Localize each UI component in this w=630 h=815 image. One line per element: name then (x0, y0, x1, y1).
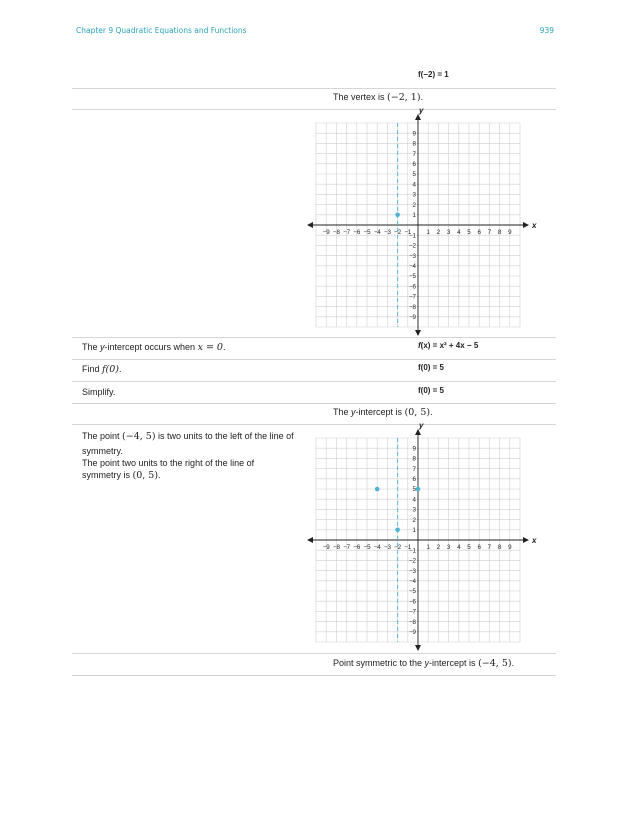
y-tick-label: −3 (408, 567, 416, 575)
period: . (158, 470, 161, 480)
y-tick-label: 9 (412, 130, 416, 138)
find-expression: f(0) (102, 364, 119, 375)
y-tick-label: −2 (408, 557, 416, 565)
x-tick-label: 3 (446, 229, 451, 236)
yint-occurs-statement (82, 341, 225, 354)
x-equals-zero: x = 0 (197, 342, 223, 353)
x-tick-label: −7 (343, 229, 351, 236)
y-tick-label: −5 (408, 273, 416, 281)
vertex-prefix: The vertex is (333, 92, 388, 102)
chapter-title: Chapter 9 Quadratic Equations and Functions (76, 26, 247, 35)
y-tick-label: −7 (408, 608, 416, 616)
x-tick-label: −2 (394, 229, 402, 236)
graph-symmetric-point (322, 421, 552, 644)
x-tick-label: −5 (363, 229, 371, 236)
x-tick-label: −3 (383, 544, 391, 551)
text: symmetry is (82, 470, 133, 480)
text: y (351, 407, 356, 417)
x-tick-label: 5 (467, 544, 471, 551)
y-tick-label: 8 (412, 455, 416, 463)
explanation-line: The point two units to the right of the line of (82, 458, 255, 468)
y-tick-label: 2 (412, 201, 416, 209)
y-tick-label: 3 (412, 506, 416, 514)
coordinate-plane (322, 106, 552, 329)
x-tick-label: −4 (373, 544, 381, 551)
vertex-statement (333, 91, 423, 104)
x-tick-label: 4 (457, 544, 461, 551)
x-tick-label: −7 (343, 544, 351, 551)
y-tick-label: −9 (408, 629, 416, 636)
row-divider (72, 337, 556, 338)
x-axis-arrow (307, 222, 313, 228)
x-tick-label: −9 (322, 229, 330, 236)
row-divider (72, 381, 556, 382)
y-tick-label: −1 (408, 547, 416, 555)
y-tick-label: −6 (408, 283, 416, 291)
x-tick-label: 1 (426, 544, 430, 551)
y-tick-label: −4 (408, 263, 416, 270)
x-tick-label: 5 (467, 229, 471, 236)
x-tick-label: 8 (497, 229, 502, 236)
text: -intercept occurs when (104, 342, 198, 352)
x-tick-label: 8 (497, 544, 502, 551)
x-tick-label: −1 (404, 544, 412, 551)
y-tick-label: −9 (408, 314, 416, 321)
y-tick-label: −2 (408, 242, 416, 250)
x-axis-arrow (523, 222, 529, 228)
symmetric-point: (−4, 5) (478, 658, 512, 669)
vertex-point: (−2, 1) (387, 92, 421, 103)
y-tick-label: 4 (412, 496, 416, 504)
y-tick-label: −4 (408, 578, 416, 585)
point: (−4, 5) (122, 431, 156, 442)
y-axis-label: y (419, 421, 424, 430)
y-axis-label: y (419, 106, 424, 115)
find-statement (82, 363, 122, 376)
y-tick-label: −5 (408, 588, 416, 596)
text: The (82, 342, 101, 352)
y-tick-label: 3 (412, 191, 416, 199)
plotted-point (375, 487, 380, 492)
text: y (100, 342, 105, 352)
symmetry-explanation (82, 430, 327, 482)
y-tick-label: 5 (412, 486, 416, 494)
text: The (333, 407, 352, 417)
period: . (420, 92, 424, 102)
y-tick-label: −6 (408, 598, 416, 606)
x-tick-label: −3 (383, 229, 391, 236)
y-tick-label: 2 (412, 516, 416, 524)
text: Point symmetric to the (333, 658, 425, 668)
row-divider (72, 403, 556, 404)
y-tick-label: 4 (412, 181, 416, 189)
row-divider (72, 653, 556, 654)
y-tick-label: 1 (412, 212, 416, 219)
yint-is-statement (333, 406, 433, 419)
row-divider (72, 359, 556, 360)
graph-vertex (322, 106, 552, 329)
symmetric-point-statement (333, 657, 514, 670)
y-tick-label: 7 (412, 465, 416, 473)
text: -intercept is (355, 407, 405, 417)
x-tick-label: 4 (457, 229, 461, 236)
x-tick-label: 9 (508, 544, 512, 551)
x-tick-label: 7 (487, 229, 492, 236)
y-tick-label: 9 (412, 445, 416, 453)
x-tick-label: 1 (426, 229, 430, 236)
x-tick-label: −8 (332, 544, 340, 551)
y-tick-label: −7 (408, 293, 416, 301)
point: (0, 5) (132, 470, 159, 481)
text: (x) = x² + 4x − 5 (420, 341, 479, 350)
y-tick-label: 1 (412, 527, 416, 534)
text: f (418, 341, 421, 350)
x-tick-label: −1 (404, 229, 412, 236)
x-tick-label: −8 (332, 229, 340, 236)
y-tick-label: 7 (412, 150, 416, 158)
x-axis-arrow (523, 537, 529, 543)
row-divider (72, 424, 556, 425)
y-tick-label: −1 (408, 232, 416, 240)
x-axis-label: x (532, 221, 537, 230)
y-tick-label: −8 (408, 618, 416, 626)
x-tick-label: 3 (446, 544, 451, 551)
row-divider (72, 675, 556, 676)
period: . (430, 407, 433, 417)
text: The point (82, 431, 123, 441)
simplify-label: Simplify. (82, 387, 116, 397)
f-minus2-equation: f(−2) = 1 (418, 70, 449, 79)
x-tick-label: 7 (487, 544, 492, 551)
x-tick-label: 6 (477, 544, 481, 551)
y-tick-label: −3 (408, 252, 416, 260)
plotted-point (395, 213, 400, 218)
x-tick-label: 6 (477, 229, 481, 236)
explanation-line (82, 469, 327, 482)
y-axis-arrow (415, 330, 421, 336)
y-tick-label: 5 (412, 171, 416, 179)
function-equation (418, 341, 478, 350)
x-tick-label: −9 (322, 544, 330, 551)
page-number: 939 (539, 26, 554, 35)
y-axis-arrow (415, 645, 421, 651)
page-header (76, 26, 554, 38)
y-tick-label: 6 (412, 161, 416, 168)
explanation-line (82, 430, 327, 443)
y-tick-label: 6 (412, 476, 416, 483)
x-tick-label: −6 (353, 229, 361, 236)
x-tick-label: 2 (436, 544, 441, 551)
x-axis-label: x (532, 536, 537, 545)
x-tick-label: −5 (363, 544, 371, 551)
period: . (222, 342, 226, 352)
x-tick-label: 9 (508, 229, 512, 236)
text: -intercept is (429, 658, 479, 668)
f0-equation: f(0) = 5 (418, 363, 445, 372)
period: . (511, 658, 515, 668)
text: is two units to the left of the line of (155, 431, 294, 441)
row-divider (72, 109, 556, 110)
explanation-line: symmetry. (82, 446, 123, 456)
coordinate-plane (322, 421, 552, 644)
f0-equation-simplified: f(0) = 5 (418, 386, 445, 395)
y-tick-label: −8 (408, 303, 416, 311)
x-axis-arrow (307, 537, 313, 543)
plotted-point (416, 487, 421, 492)
text: y (424, 658, 430, 668)
y-tick-label: 8 (412, 140, 416, 148)
plotted-point (395, 528, 400, 533)
period: . (119, 364, 122, 374)
text: Find (82, 364, 103, 374)
x-tick-label: 2 (436, 229, 441, 236)
x-tick-label: −6 (353, 544, 361, 551)
row-divider (72, 88, 556, 89)
yint-point: (0, 5) (404, 407, 431, 418)
x-tick-label: −4 (373, 229, 381, 236)
x-tick-label: −2 (394, 544, 402, 551)
